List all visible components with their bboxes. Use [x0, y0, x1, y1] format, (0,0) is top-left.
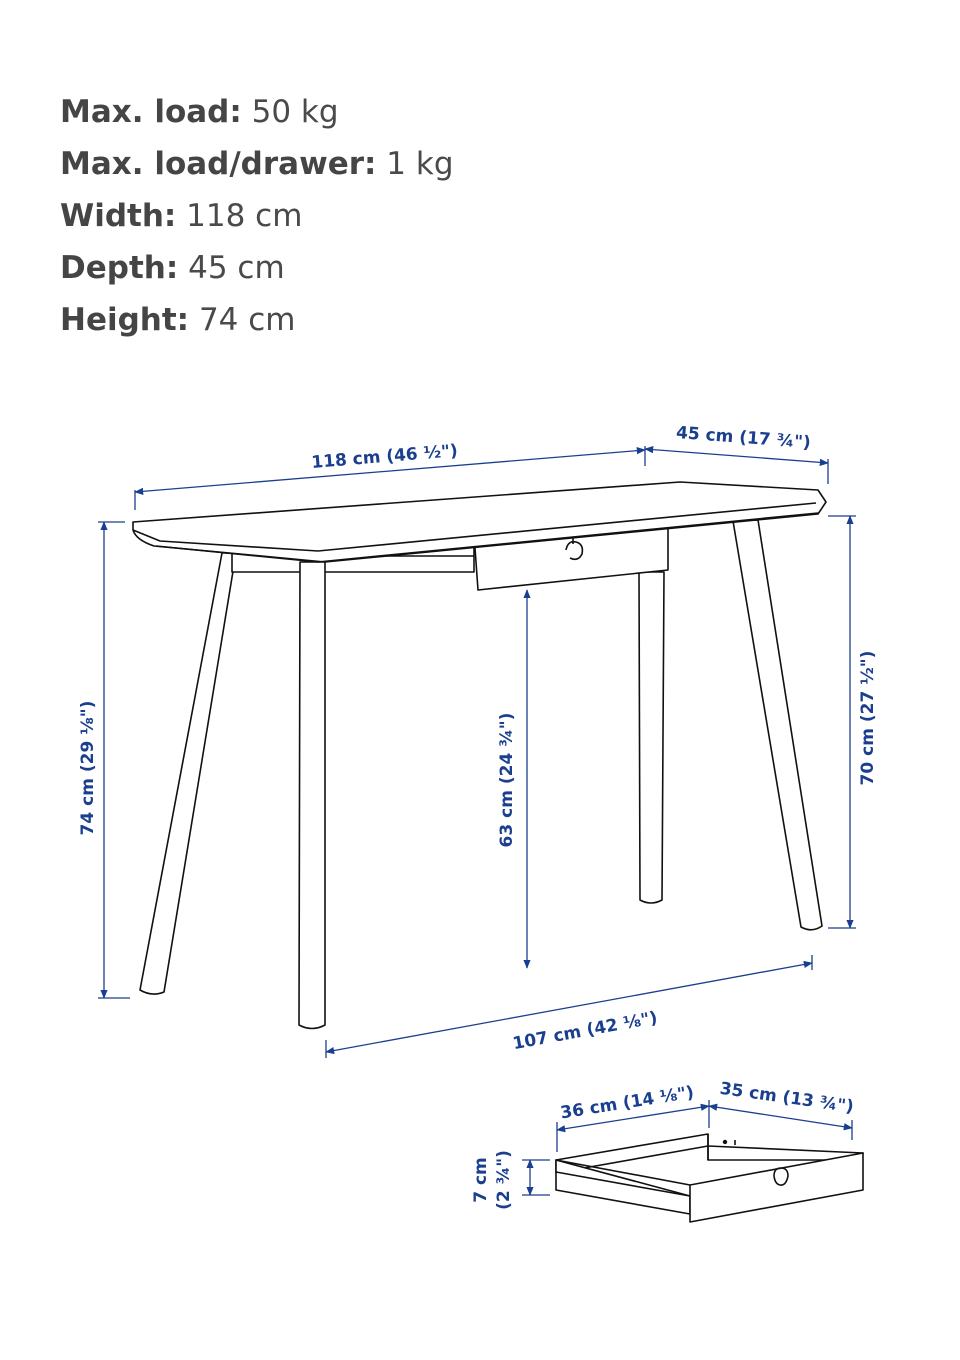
- spec-label: Max. load/drawer:: [60, 146, 377, 182]
- width-label: 118 cm (46 ½"): [310, 441, 459, 473]
- leg-height-label: 70 cm (27 ½"): [858, 650, 878, 786]
- back-leg-right: [639, 572, 664, 903]
- drawer-height-label-in: (2 ¾"): [494, 1150, 514, 1210]
- spec-value: 74 cm: [198, 302, 296, 338]
- spec-value: 50 kg: [251, 94, 339, 130]
- back-leg-left: [140, 553, 236, 994]
- front-leg-left: [299, 562, 325, 1029]
- under-drawer-label: 63 cm (24 ¾"): [497, 712, 517, 848]
- leg-span-label: 107 cm (42 ⅛"): [511, 1008, 660, 1055]
- drawer-front-panel: [690, 1153, 863, 1222]
- spec-label: Max. load:: [60, 94, 242, 130]
- spec-label: Width:: [60, 198, 177, 234]
- drawer-height-label-cm: 7 cm: [471, 1157, 491, 1203]
- spec-value: 45 cm: [188, 250, 285, 286]
- spec-label: Height:: [60, 302, 190, 338]
- spec-value: 1 kg: [386, 146, 454, 182]
- height-label: 74 cm (29 ⅛"): [78, 700, 98, 836]
- drawer-hole: [723, 1140, 727, 1144]
- front-leg-right: [733, 520, 822, 930]
- drawer-side-left: [556, 1160, 690, 1214]
- spec-value: 118 cm: [186, 198, 303, 234]
- drawer-width-label: 36 cm (14 ⅛"): [559, 1082, 696, 1124]
- desk-illustration: [133, 482, 826, 1029]
- drawer-illustration: [556, 1134, 863, 1222]
- drawer-depth-label: 35 cm (13 ¾"): [718, 1078, 855, 1118]
- depth-label: 45 cm (17 ¾"): [675, 422, 812, 454]
- spec-label: Depth:: [60, 250, 179, 286]
